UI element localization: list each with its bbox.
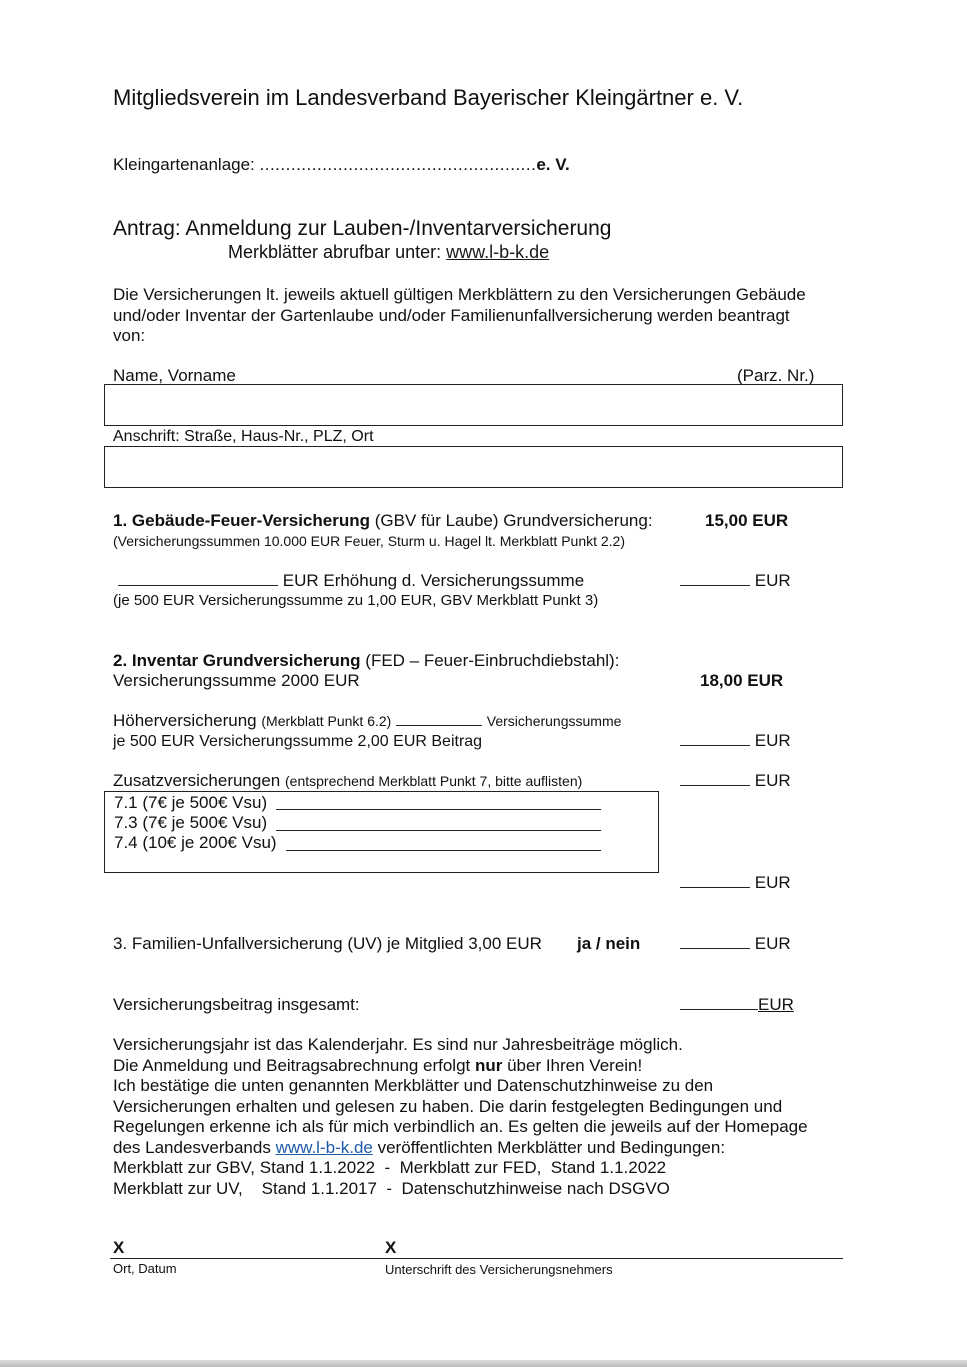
kleingartenanlage-field[interactable]: ..................................................... [259,155,537,174]
terms-line-4: Versicherungen erhalten und gelesen zu haben. Die darin festgelegten Bedingungen und [113,1096,783,1116]
section2-amount: 18,00 EUR [700,671,784,690]
subtotal-eur-field[interactable] [680,873,750,888]
section1-note: (Versicherungssummen 10.000 EUR Feuer, Sturm u. Hagel lt. Merkblatt Punkt 2.2) [113,533,626,549]
terms-homepage-link[interactable]: www.l-b-k.de [275,1137,373,1157]
signature-line[interactable] [110,1258,843,1259]
merkblaetter-link[interactable]: www.l-b-k.de [446,242,550,262]
kleingartenanlage-label: Kleingartenanlage: [113,155,255,174]
section1-title: Gebäude-Feuer-Versicherung [131,511,370,530]
zusatz-item-label: 7.1 (7€ je 500€ Vsu) [114,793,268,812]
zusatz-line [113,771,582,791]
section3-eur-unit: EUR [754,934,791,953]
section2-sum: Versicherungssumme 2000 EUR [113,671,360,690]
section2-number: 2. [113,651,128,670]
signature-x: X [385,1238,397,1257]
ev-suffix: e. V. [536,155,570,174]
intro-line-2: und/oder Inventar der Gartenlaube und/oder Familienunfallversicherung werden beantragt [113,305,790,325]
terms-line-6-b: veröffentlichten Merkblätter und Bedingungen: [372,1137,726,1157]
scan-edge [0,1360,967,1367]
terms-line-6 [113,1138,808,1159]
merkblaetter-line [228,242,549,263]
kleingartenanlage-line [113,155,570,175]
terms-line-6-a: des Landesverbands [113,1137,276,1157]
zusatz-item-7-1 [114,793,267,813]
zusatz-item-7-3 [114,813,267,833]
hoeher-ref: (Merkblatt Punkt 6.2) [261,713,392,729]
zusatz-item-7-4-field[interactable] [286,850,601,851]
terms-line-2-c: über Ihren Verein! [502,1055,643,1075]
section2-subtotal [680,873,791,893]
zusatz-eur [680,771,791,791]
name-input[interactable] [104,384,843,426]
parz-label: (Parz. Nr.) [737,366,815,385]
address-input[interactable] [104,446,843,488]
zusatz-item-7-4 [114,833,277,853]
terms-line-1: Versicherungsjahr ist das Kalenderjahr. Es sind nur Jahresbeiträge möglich. [113,1035,683,1054]
address-label: Anschrift: Straße, Haus-Nr., PLZ, Ort [113,428,374,445]
increase-amount-field[interactable] [118,571,278,586]
section3-choice[interactable]: ja / nein [577,934,641,953]
hoeher-sum-field[interactable] [396,711,482,726]
zusatz-item-label: 7.3 (7€ je 500€ Vsu) [114,813,268,832]
terms-line-2-bold: nur [474,1055,503,1075]
ort-datum-x: X [113,1238,125,1257]
zusatz-eur-field[interactable] [680,771,750,786]
section2-title: Inventar Grundversicherung [131,651,361,670]
hoeher-label: Höherversicherung [113,711,257,730]
section1-heading [113,511,653,531]
terms-line-2-a: Die Anmeldung und Beitragsabrechnung erfolgt [113,1055,475,1075]
hoeher-suffix: Versicherungssumme [486,713,622,729]
total-label: Versicherungsbeitrag insgesamt: [113,995,360,1014]
total-eur [680,995,794,1015]
terms-text [113,1035,808,1199]
club-title: Mitgliedsverein im Landesverband Bayerischer Kleingärtner e. V. [113,85,744,110]
increase-eur-field[interactable] [680,571,750,586]
section3-eur [680,934,791,954]
subtotal-eur-unit: EUR [754,873,791,892]
section1-amount: 15,00 EUR [705,511,789,530]
terms-line-3: Ich bestätige die unten genannten Merkblätter und Datenschutzhinweise zu den [113,1076,714,1095]
hoeher-eur-unit: EUR [754,731,791,750]
increase-eur-unit: EUR [754,571,791,590]
section1-title-suffix: (GBV für Laube) Grundversicherung: [374,511,653,530]
section2-title-suffix: (FED – Feuer-Einbruchdiebstahl): [365,651,620,670]
zusatz-item-7-3-field[interactable] [276,830,601,831]
section1-increase-note: (je 500 EUR Versicherungssumme zu 1,00 EUR, GBV Merkblatt Punkt 3) [113,592,599,609]
hoeher-line [113,711,621,731]
name-label: Name, Vorname [113,366,236,385]
section1-increase-line [118,571,584,591]
zusatz-note: (entsprechend Merkblatt Punkt 7, bitte auflisten) [285,773,583,789]
total-eur-unit: EUR [758,995,794,1014]
zusatz-item-7-1-field[interactable] [276,809,601,810]
total-eur-field[interactable] [680,995,758,1010]
hoeher-eur-field[interactable] [680,731,750,746]
section1-increase-eur [680,571,791,591]
section2-heading [113,651,619,671]
ort-datum-label: Ort, Datum [113,1261,177,1276]
increase-label: EUR Erhöhung d. Versicherungssumme [282,571,585,590]
terms-line-5: Regelungen erkenne ich als für mich verbindlich an. Es gelten die jeweils auf der Homepage [113,1117,808,1136]
intro-text [113,285,806,347]
intro-line-1: Die Versicherungen lt. jeweils aktuell gültigen Merkblättern zu den Versicherungen Gebäude [113,285,806,304]
merkblaetter-prefix: Merkblätter abrufbar unter: [228,242,442,262]
terms-line-7: Merkblatt zur GBV, Stand 1.1.2022 - Merkblatt zur FED, Stand 1.1.2022 [113,1158,667,1177]
terms-line-2 [113,1056,808,1077]
zusatz-label: Zusatzversicherungen [113,771,281,790]
section3-text: 3. Familien-Unfallversicherung (UV) je Mitglied 3,00 EUR [113,934,542,953]
antrag-title: Antrag: Anmeldung zur Lauben-/Inventarversicherung [113,217,612,240]
intro-line-3: von: [113,326,146,345]
hoeher-eur [680,731,791,751]
section3-eur-field[interactable] [680,934,750,949]
terms-line-8: Merkblatt zur UV, Stand 1.1.2017 - Datenschutzhinweise nach DSGVO [113,1178,670,1198]
signature-label: Unterschrift des Versicherungsnehmers [385,1262,613,1277]
zusatz-item-label: 7.4 (10€ je 200€ Vsu) [114,833,277,852]
hoeher-line-2: je 500 EUR Versicherungssumme 2,00 EUR Beitrag [113,733,483,750]
zusatz-eur-unit: EUR [754,771,791,790]
section1-number: 1. [113,511,128,530]
